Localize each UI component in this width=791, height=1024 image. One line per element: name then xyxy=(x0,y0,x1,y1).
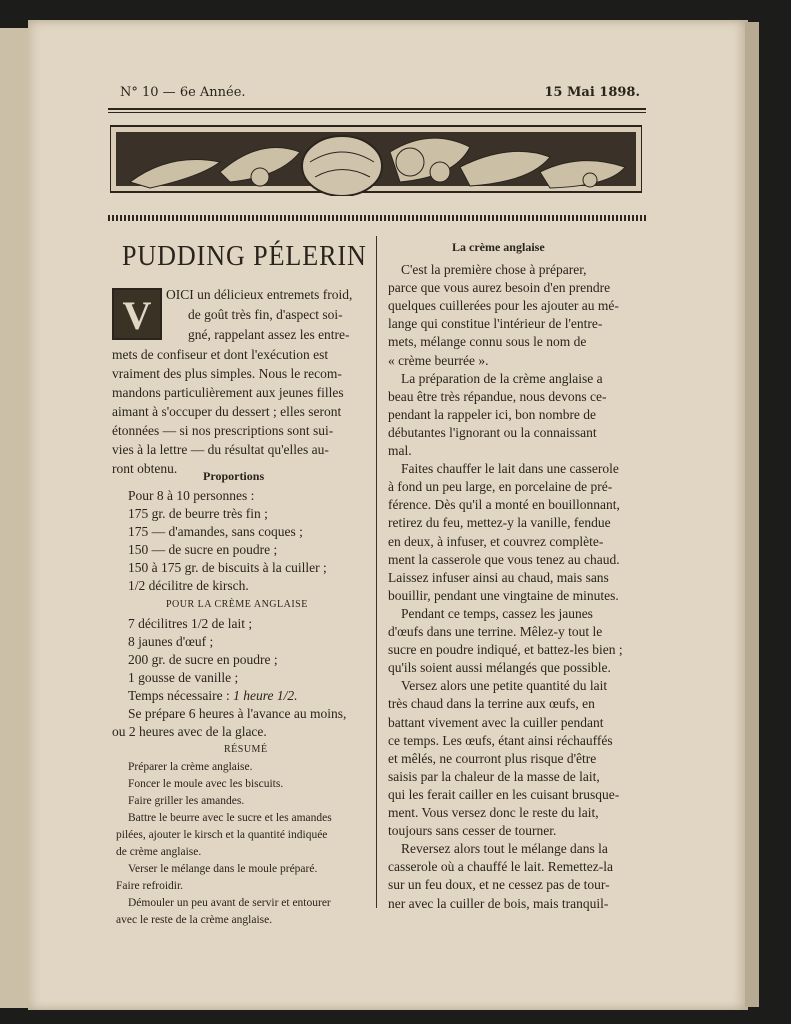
right-text-line: quelques cuillerées pour les ajouter au mé- xyxy=(388,298,619,314)
right-text-line: beau être très répandue, nous devons ce- xyxy=(388,388,607,404)
right-text-line: en deux, à infuser, et couvrez complète- xyxy=(388,533,604,549)
article-title: PUDDING PÉLERIN xyxy=(122,240,367,272)
intro-line: vies à la lettre — du résultat qu'elles au- xyxy=(112,442,329,457)
right-text-line: débutantes l'ignorant ou la connaissant xyxy=(388,424,597,440)
right-text-line: sur un feu doux, et ne cessez pas de tour- xyxy=(388,877,610,893)
previous-page-edge xyxy=(0,28,31,1008)
right-text-line: pendant la rappeler ici, bon nombre de xyxy=(388,406,597,422)
issue-date: 15 Mai 1898. xyxy=(544,85,640,100)
right-text-line: mal. xyxy=(388,443,412,458)
right-text-line: à fond un peu large, en porcelaine de pré- xyxy=(388,479,613,495)
creme-item: 1 gousse de vanille ; xyxy=(128,670,239,685)
right-text-line: toujours sans cesser de tourner. xyxy=(388,823,557,839)
page-header xyxy=(120,85,640,105)
right-text-line: ce temps. Les œufs, étant ainsi réchauffés xyxy=(388,732,613,748)
prep-line: Se prépare 6 heures à l'avance au moins, xyxy=(128,706,347,721)
right-text-line: Versez alors une petite quantité du lait xyxy=(401,678,608,694)
drop-cap xyxy=(112,288,162,340)
intro-line: OICI un délicieux entremets froid, xyxy=(166,287,353,302)
resume-line: Verser le mélange dans le moule préparé. xyxy=(128,863,318,875)
creme-item: 200 gr. de sucre en poudre ; xyxy=(128,652,278,667)
resume-line: Préparer la crème anglaise. xyxy=(128,761,253,773)
right-text-line: ment. Vous versez donc le reste du lait, xyxy=(388,805,599,820)
right-heading: La crème anglaise xyxy=(452,240,545,254)
page-edge xyxy=(745,22,759,1007)
resume-line: Faire refroidir. xyxy=(116,880,184,892)
creme-subheading: POUR LA CRÈME ANGLAISE xyxy=(166,599,308,610)
temps-value: 1 heure 1/2. xyxy=(233,688,298,703)
resume-line: de crème anglaise. xyxy=(116,846,202,858)
issue-number: N° 10 — 6e Année. xyxy=(120,85,246,100)
drop-cap-letter: V xyxy=(122,293,152,338)
right-text-line: battant vivement avec la cuiller pendant xyxy=(388,714,604,730)
resume-heading: RÉSUMÉ xyxy=(224,744,268,755)
header-rule xyxy=(108,108,646,110)
right-text-line: sucre en poudre indiqué, et battez-les bien ; xyxy=(388,642,623,658)
intro-line: mandons particulièrement aux jeunes filles xyxy=(112,385,344,400)
resume-line: Démouler un peu avant de servir et entourer xyxy=(128,897,331,909)
right-text-line: ner avec la cuiller de bois, mais tranquil- xyxy=(388,895,609,911)
vegetable-banner-illustration xyxy=(110,122,642,196)
right-text-line: lange qui constitue l'intérieur de l'entre- xyxy=(388,316,603,332)
right-text-line: Laissez infuser ainsi au chaud, mais sans xyxy=(388,569,609,585)
resume-line: Foncer le moule avec les biscuits. xyxy=(128,778,284,790)
right-text-line: parce que vous aurez besoin d'en prendre xyxy=(388,280,611,296)
right-text-line: ment la casserole que vous tenez au chaud. xyxy=(388,551,620,567)
column-divider xyxy=(376,236,377,908)
proportions-heading: Proportions xyxy=(203,469,265,483)
temps-line xyxy=(128,688,298,704)
intro-line: gné, rappelant assez les entre- xyxy=(188,327,350,342)
right-text-line: Pendant ce temps, cassez les jaunes xyxy=(401,605,593,621)
right-text-line: « crème beurrée ». xyxy=(388,352,489,368)
right-text-line: bouillir, pendant une vingtaine de minutes. xyxy=(388,587,619,603)
intro-line: mets de confiseur et dont l'exécution est xyxy=(112,347,329,362)
intro-line: ront obtenu. xyxy=(112,461,178,476)
prep-line: ou 2 heures avec de la glace. xyxy=(112,724,267,739)
proportion-item: Pour 8 à 10 personnes : xyxy=(128,488,255,503)
right-text-line: et mêlés, ne courront plus risque d'être xyxy=(388,750,597,766)
proportion-item: 1/2 décilitre de kirsch. xyxy=(128,578,249,593)
proportion-item: 175 gr. de beurre très fin ; xyxy=(128,506,268,521)
banner-rule xyxy=(108,215,646,221)
right-text-line: C'est la première chose à préparer, xyxy=(401,262,587,277)
intro-line: étonnées — si nos prescriptions sont sui- xyxy=(112,423,334,438)
right-text-line: qu'ils soient aussi mélangés que possible. xyxy=(388,660,611,676)
intro-line: vraiment des plus simples. Nous le recom- xyxy=(112,366,342,381)
proportion-item: 150 — de sucre en poudre ; xyxy=(128,542,278,557)
resume-line: Battre le beurre avec le sucre et les amandes xyxy=(128,812,332,824)
right-text-line: qui les ferait cailler en les cuisant brusque- xyxy=(388,786,620,802)
resume-line: Faire griller les amandes. xyxy=(128,795,245,807)
right-text-line: retirez du feu, mettez-y la vanille, fendue xyxy=(388,515,611,531)
intro-line: aimant à s'occuper du dessert ; elles seront xyxy=(112,404,342,419)
header-rule-thin xyxy=(108,112,646,113)
intro-line: de goût très fin, d'aspect soi- xyxy=(188,307,343,322)
right-text-line: Reversez alors tout le mélange dans la xyxy=(401,841,608,857)
proportion-item: 175 — d'amandes, sans coques ; xyxy=(128,524,303,539)
right-text-line: saisis par la chaleur de la masse de lait, xyxy=(388,768,600,784)
right-text-line: férence. Dès qu'il a monté en bouillonnant, xyxy=(388,497,620,513)
creme-item: 8 jaunes d'œuf ; xyxy=(128,634,214,649)
resume-line: pilées, ajouter le kirsch et la quantité indiquée xyxy=(116,829,328,841)
right-text-line: La préparation de la crème anglaise a xyxy=(401,370,603,386)
temps-label: Temps nécessaire : xyxy=(128,688,234,703)
right-text-line: très chaud dans la terrine aux œufs, en xyxy=(388,696,595,712)
right-text-line: d'œufs dans une terrine. Mêlez-y tout le xyxy=(388,624,603,639)
resume-line: avec le reste de la crème anglaise. xyxy=(116,914,273,926)
creme-item: 7 décilitres 1/2 de lait ; xyxy=(128,616,253,631)
right-text-line: Faites chauffer le lait dans une casserole xyxy=(401,461,619,477)
right-text-line: casserole où a chauffé le lait. Remettez-la xyxy=(388,859,614,875)
right-text-line: mets, mélange connu sous le nom de xyxy=(388,334,587,350)
proportion-item: 150 à 175 gr. de biscuits à la cuiller ; xyxy=(128,560,327,575)
